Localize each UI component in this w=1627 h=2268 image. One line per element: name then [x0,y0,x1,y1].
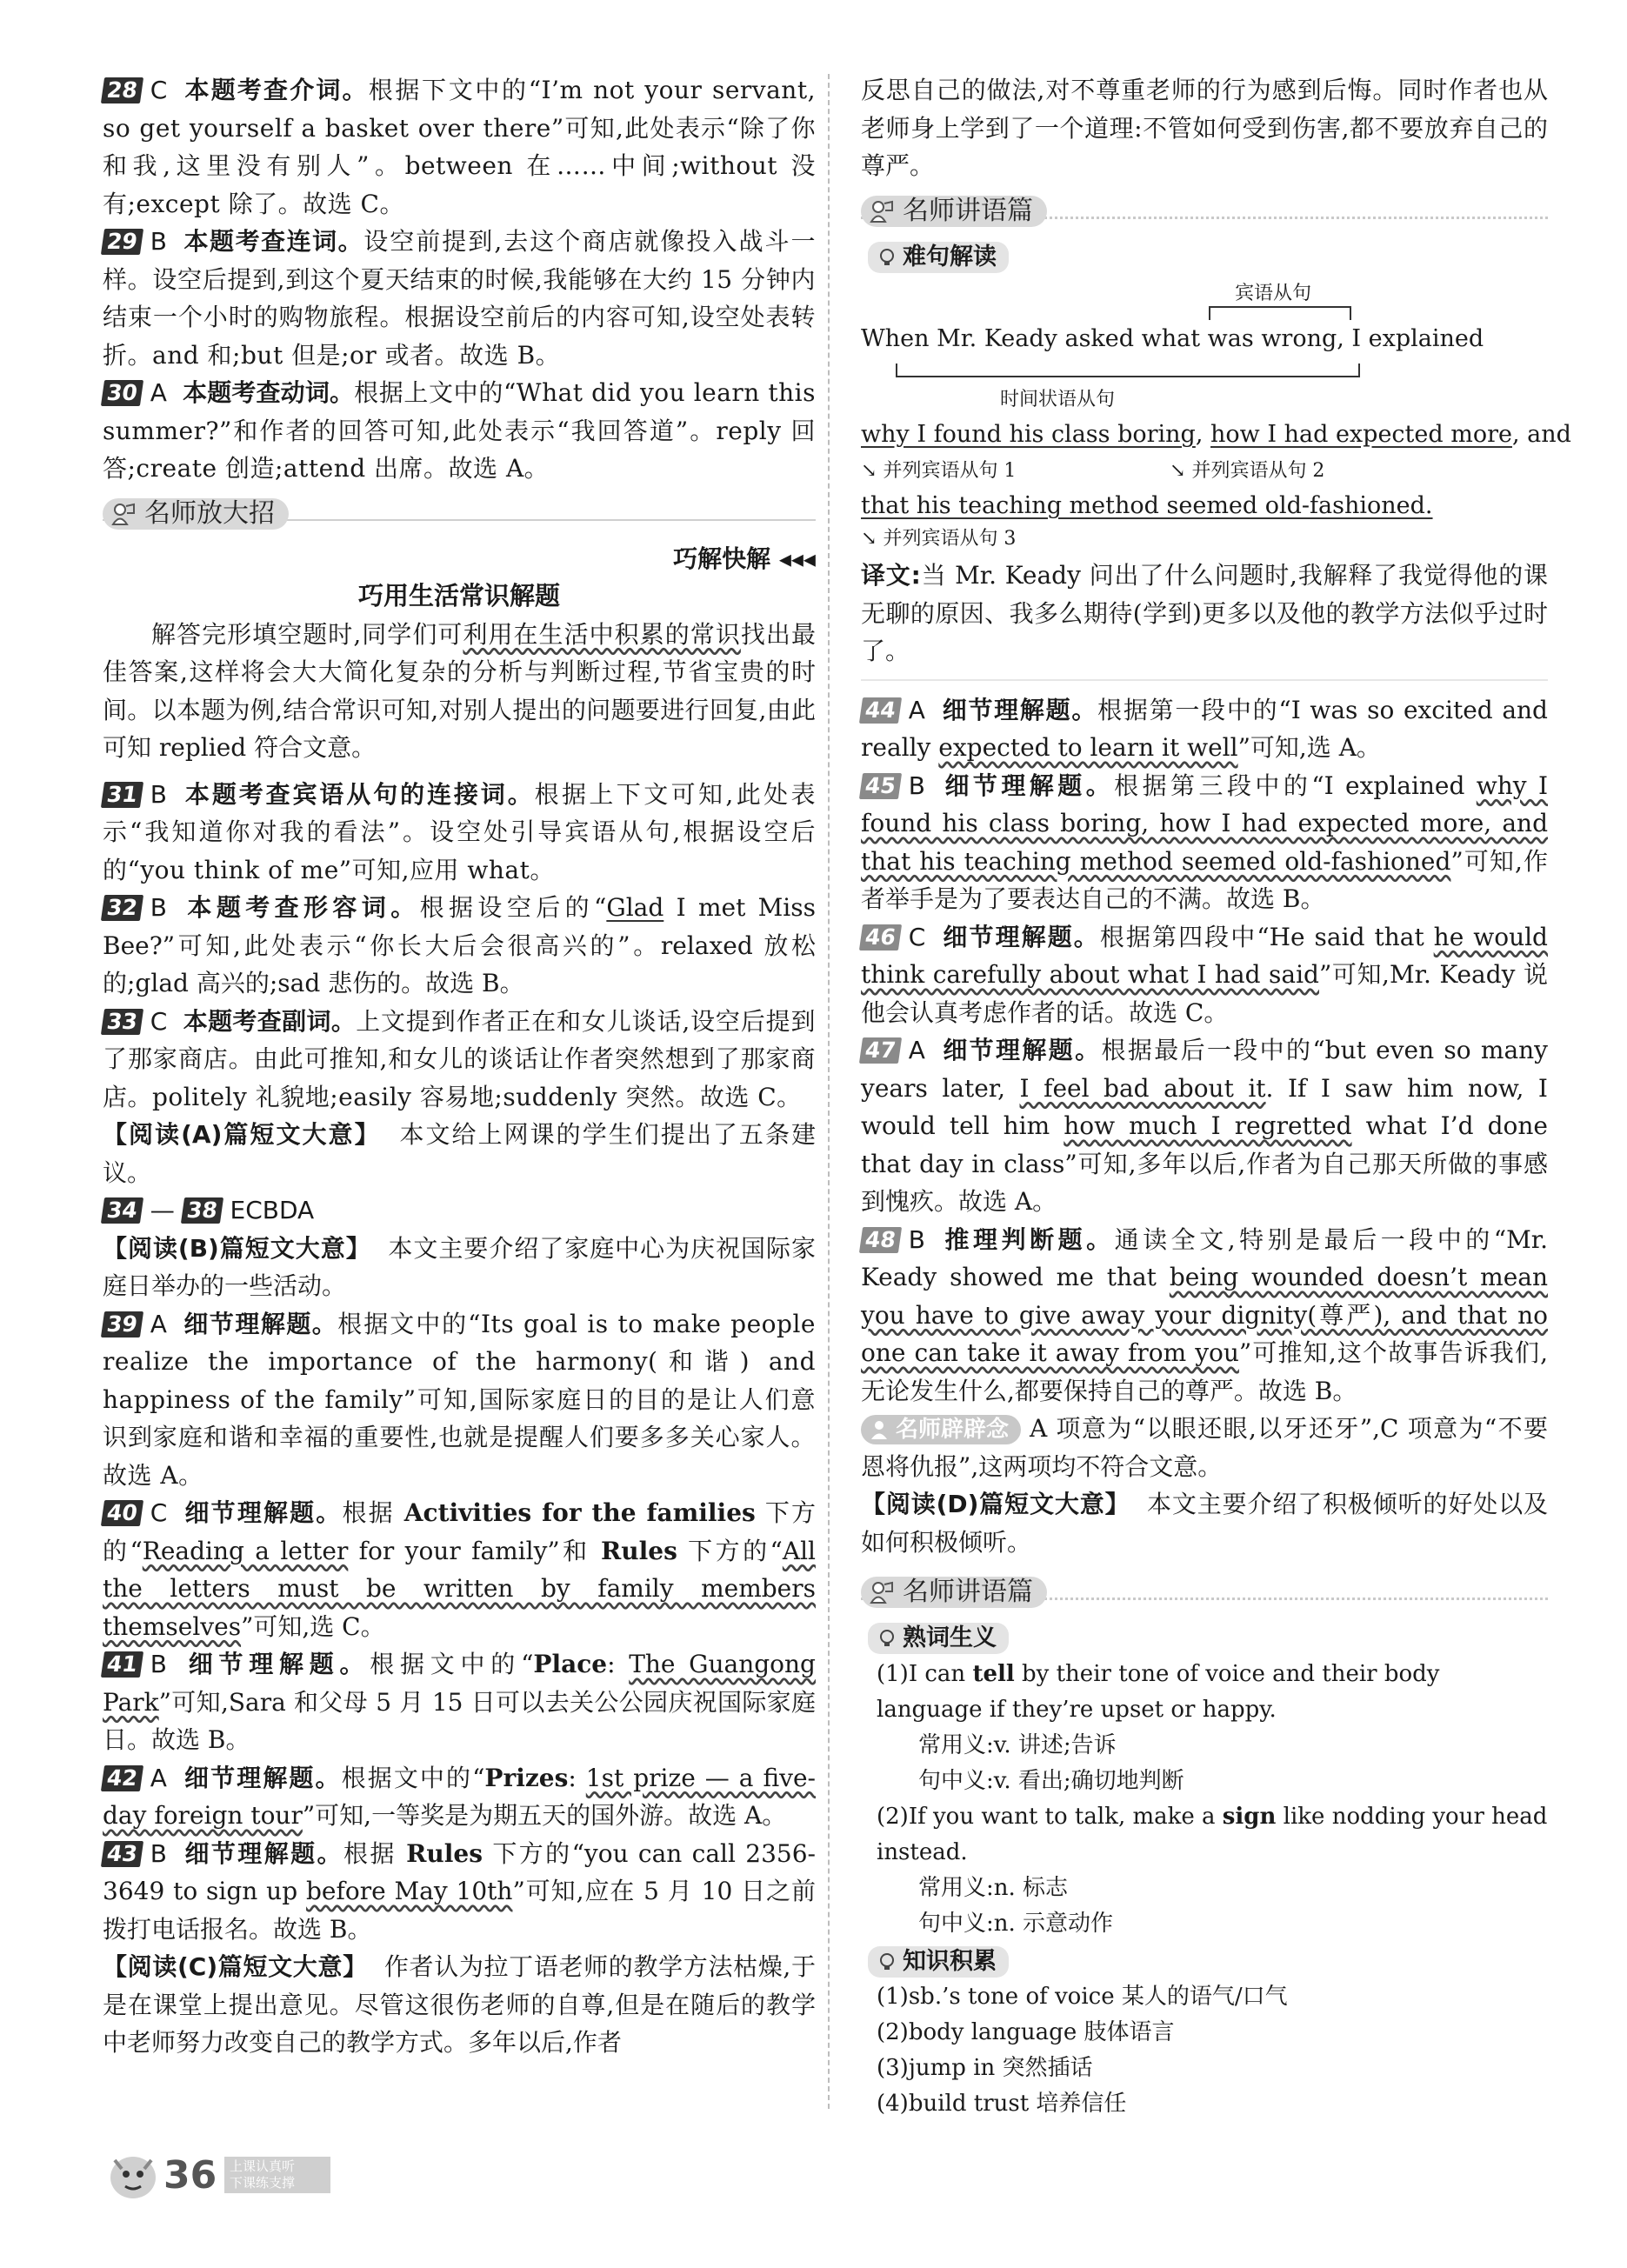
vocab-word: tell [972,1660,1015,1687]
answer-letter: A [150,1763,167,1792]
question-number: 31 [101,782,143,808]
answer-letter: A [908,1036,925,1064]
explanation-underline: I feel bad about it [1019,1073,1266,1103]
question-number: 40 [101,1500,143,1526]
tip-text-highlight: 利用在生活中积累的常识 [463,619,741,649]
tip-text-part: 解答完形填空题时,同学们可 [151,619,463,649]
diagram-label-bottom: 时间状语从句 [1000,389,1116,410]
banner-discourse-2 [861,1573,1548,1613]
explanation: 上文提到作者正在和女儿谈话,设空后提到了那家商店。由此可推知,和女儿的谈话让作者突然想到了那家商店。politely 礼貌地;easily 容易地;suddenly 突然。故选 C。 [103,1006,816,1111]
question-number: 39 [101,1311,143,1337]
summary-text: 作者认为拉丁语老师的教学方法枯燥,于是在课堂上提出意见。尽管这很伤老师的自尊,但是在随后的教学中老师努力改变自己的教学方式。多年以后,作者 [103,1952,816,2057]
diagram-line-2: why I found his class boring, how I had expected more, and [861,421,1571,448]
summary-text: 本文给上网课的学生们提出了五条建议。 [103,1120,816,1187]
explanation-underline: Reading a letter [142,1536,349,1565]
summary-c [103,1948,816,2062]
explanation-underline: The Guangong Park [103,1650,816,1717]
banner-tips [103,495,816,535]
question-number: 45 [859,773,902,799]
question-28 [103,71,816,223]
vocab-common-2: 常用义:n. 标志 [918,1874,1069,1901]
trap-note [861,1410,1548,1485]
vocab-text: (1)I can [877,1660,973,1687]
question-47 [861,1031,1548,1221]
explanation: 下方的“ [103,1498,816,1565]
question-type: 细节理解题。 [940,695,1098,724]
diagram-sub-label: 并列宾语从句 2 [1191,460,1325,482]
vocab-text: like nodding your head instead. [877,1803,1548,1865]
summary-b [103,1230,816,1305]
left-column [103,71,816,2062]
explanation: 根据第三段中的“I explained [1114,770,1477,800]
explanation-underline: Glad [606,893,664,922]
explanation: ”可知,选 C。 [241,1611,385,1641]
answer-letters: ECBDA [230,1196,315,1224]
diagram-bracket-top [1209,306,1351,320]
vocab-text: by their tone of voice and their body language if they’re upset or happy. [877,1660,1440,1723]
question-type: 本题考查动词。 [182,378,355,407]
trap-text: A 项意为“以眼还眼,以牙还牙”,C 项意为“不要恩将仇报”,这两项均不符合文意。 [861,1414,1548,1481]
question-32 [103,889,816,1003]
summary-d [861,1485,1548,1561]
question-number: 48 [859,1227,902,1253]
explanation: ”可知,Mr. Keady 说他会认真考虑作者的话。故选 C。 [861,960,1548,1027]
explanation-bold: Place [533,1650,608,1678]
trap-tag [861,1415,1021,1444]
question-number: 43 [101,1841,143,1867]
question-type: 细节理解题。 [182,1309,338,1338]
answer-letter: A [150,378,167,407]
explanation-underline: he would think carefully about what I had said [861,922,1548,989]
question-44 [861,691,1548,767]
diagram-sub-2: ↘ 并列宾语从句 2 [1170,460,1325,482]
trap-tag-label: 名师辟辟念 [896,1417,1010,1443]
question-40 [103,1494,816,1645]
summary-label: 【阅读(A)篇短文大意】 [103,1120,381,1149]
diagram-clause-2: how I had expected more [1210,421,1512,448]
knowledge-item: (1)sb.’s tone of voice 某人的语气/口气 [877,1984,1288,2010]
vocab-item-2 [877,1799,1548,1871]
explanation: 根据设空后的“ [419,893,607,922]
summary-text: 本文主要介绍了积极倾听的好处以及如何积极倾听。 [861,1490,1548,1557]
banner-tag [861,1577,1047,1608]
explanation: I met Miss Bee?”可知,此处表示“你长大后会很高兴的”。relaxed 放松的;glad 高兴的;sad 悲伤的。故选 B。 [103,893,816,997]
vocab-item-1 [877,1657,1548,1728]
tip-title: 巧用生活常识解题 [357,581,560,610]
question-type: 细节理解题。 [182,1763,342,1792]
explanation: 下方的“you can call 2356-3649 to sign up [103,1838,816,1905]
question-type: 细节理解题。 [941,922,1100,951]
tip-text-part: 找出最佳答案,这样将会大大简化复杂的分析与判断过程,节省宝贵的时间。以本题为例,结合常识可知,对别人提出的问题要进行回复,由此可知 replied 符合文意。 [103,619,816,762]
section-pill [868,1946,1009,1978]
question-46 [861,918,1548,1032]
question-type: 细节理解题。 [183,1838,343,1868]
explanation: for your family”和 [348,1536,601,1565]
explanation: 根据第一段中的“I was so excited and really [861,695,1548,762]
section-pill [868,242,1009,273]
question-type: 本题考查介词。 [183,76,369,104]
explanation-bold: Prizes [484,1763,569,1792]
explanation: 根据最后一段中的“but even so many years later, [861,1036,1548,1103]
vocab-context-1: 句中义:v. 看出;确切地判断 [918,1767,1184,1794]
summary-c-continued: 反思自己的做法,对不尊重老师的行为感到后悔。同时作者也从老师身上学到了一个道理:不管如何受到伤害,都不要放弃自己的尊严。 [861,76,1548,180]
answer-letter: B [908,1224,926,1254]
question-number: 44 [859,697,902,724]
explanation: 根据上文中的“What did you learn this summer?”和作者的回答可知,此处表示“我回答道”。reply 回答;create 创造;attend 出席。故选 A。 [103,378,816,483]
explanation: 设空前提到,去这个商店就像投入战斗一样。设空后提到,到这个夏天结束的时候,我能够在大约 15 分钟内结束一个小时的购物旅程。根据设空前后的内容可知,设空处表转折。and 和;but 但是;or 或者。故选 B。 [103,227,816,370]
question-number: 46 [859,924,902,951]
diagram-bracket-bottom [896,364,1360,377]
page-number: 36 [163,2153,217,2198]
answer-letter: B [150,227,168,256]
knowledge-item: (2)body language 肢体语言 [877,2019,1175,2045]
question-type: 推理判断题。 [941,1224,1115,1254]
question-39 [103,1305,816,1495]
teacher-icon [870,1581,894,1604]
bulb-icon [877,1628,897,1649]
question-number: 30 [101,380,143,406]
vocab-context-2: 句中义:n. 示意动作 [918,1910,1114,1937]
question-33 [103,1003,816,1117]
teacher-icon [870,1419,889,1440]
pill-label: 知识积累 [903,1947,997,1975]
explanation-bold: Rules [406,1838,483,1868]
explanation-underline: All the letters must be written by family members themselves [103,1536,816,1641]
questions-34-38 [103,1191,816,1230]
question-number: 34 [101,1197,143,1224]
footer-slogan [224,2157,330,2193]
right-column [861,71,1571,2122]
translation-text: 当 Mr. Keady 问出了什么问题时,我解释了我觉得他的课无聊的原因、我多么期待(学到)更多以及他的教学方法似乎过时了。 [861,561,1548,665]
question-43 [103,1835,816,1949]
diagram-sentence: When Mr. Keady asked what was wrong, I explained [861,325,1484,352]
diagram-and: and [1527,421,1571,448]
question-number: 47 [859,1037,902,1064]
vocab-list [861,1657,1548,1942]
explanation: ”可知,作者举手是为了要表达自己的不满。故选 B。 [861,846,1548,913]
explanation: what I’d done that day in class”可知,多年以后,作者为自己那天所做的事感到愧疚。故选 A。 [861,1111,1548,1216]
explanation-underline: before May 10th [305,1877,513,1905]
question-number: 33 [101,1009,143,1035]
explanation: ”可知,Sara 和父母 5 月 15 日可以去关公公园庆祝国际家庭日。故选 B。 [103,1687,816,1754]
explanation-underline: why I found his class boring, how I had expected more, and that his teaching method seemed old-fashioned [861,770,1549,876]
answer-letter: B [150,779,168,809]
answer-letter: C [150,76,168,104]
page-footer [103,2138,329,2207]
question-31 [103,776,816,890]
answer-letter: A [908,695,925,724]
tip-text [103,616,816,767]
question-type: 细节理解题。 [941,770,1115,800]
bulb-icon [877,247,897,268]
summary-a [103,1116,816,1191]
explanation: 根据 [342,1498,404,1527]
answer-letter: A [150,1309,167,1338]
question-number: 41 [101,1651,143,1678]
knowledge-item: (3)jump in 突然插话 [877,2055,1093,2081]
answer-letter: C [908,922,926,951]
banner-title: 名师讲语篇 [903,195,1033,226]
sentence-diagram [861,275,1571,550]
answer-letter: C [150,1006,168,1036]
explanation: 根据下文中的“I’m not your servant, so get yourself a basket over there”可知,此处表示“除了你和我,这里没有别人”。between 在……中间;without 没有;except 除了。故选 C。 [103,76,816,218]
diagram-sub-label: 并列宾语从句 1 [883,460,1017,482]
question-41 [103,1645,816,1759]
bulb-icon [877,1951,897,1972]
explanation: : [607,1650,630,1678]
explanation-underline: how much I regretted [1064,1111,1352,1140]
question-30 [103,374,816,488]
explanation: 根据文中的“ [370,1650,534,1678]
banner-discourse [861,192,1548,232]
question-number: 32 [101,895,143,921]
question-number: 28 [101,77,143,103]
question-type: 细节理解题。 [940,1036,1102,1064]
explanation: 根据 [343,1838,407,1868]
translation-label: 译文: [861,561,921,590]
diagram-sub-label: 并列宾语从句 3 [883,528,1017,550]
explanation: 根据第四段中“He said that [1099,922,1434,951]
explanation: . If I saw him now, I would tell him [861,1073,1548,1140]
question-type: 细节理解题。 [183,1650,370,1678]
knowledge-item: (4)build trust 培养信任 [877,2091,1127,2117]
section-pill [868,1623,1009,1654]
explanation: ”可知,选 A。 [1237,733,1381,762]
explanation-underline: 1st prize — a five-day foreign tour [103,1763,816,1830]
banner-tag [103,498,289,530]
summary-label: 【阅读(C)篇短文大意】 [103,1952,368,1981]
question-45 [861,767,1548,918]
diagram-sub-1: ↘ 并列宾语从句 1 [861,460,1017,482]
explanation: 通读全文,特别是最后一段中的“Mr. Keady showed me that [861,1224,1548,1291]
tip-tag: 巧解快解 ◂◂◂ [673,544,816,573]
answer-letter: B [150,1650,168,1678]
question-number: 29 [101,229,143,255]
explanation: ”可知,一等奖是为期五天的国外游。故选 A。 [302,1801,787,1830]
explanation-bold: Activities for the families [403,1498,756,1527]
banner-title: 名师讲语篇 [903,1577,1033,1607]
question-number: 38 [181,1197,223,1224]
slogan-line-1: 上课认真听 [230,2158,296,2174]
explanation-bold: Rules [600,1536,677,1565]
explanation: ”可知,应在 5 月 10 日之前拨打电话报名。故选 B。 [103,1877,816,1944]
mascot-icon [103,2143,163,2204]
explanation-underline: being wounded doesn’t mean you have to give away your dignity(尊严), and that no one can take it away from you [861,1263,1548,1367]
slogan-line-2: 下课练支撑 [230,2175,296,2191]
diagram-sub-3: ↘ 并列宾语从句 3 [861,528,1017,550]
banner-title: 名师放大招 [144,497,275,529]
explanation: 下方的“ [677,1536,783,1565]
diagram-line-3: that his teaching method seemed old-fashioned. [861,492,1433,519]
summary-label: 【阅读(D)篇短文大意】 [861,1490,1130,1518]
pill-label: 难句解读 [903,243,997,270]
vocab-word: sign [1222,1803,1277,1830]
explanation: : [568,1763,586,1792]
answer-letter: B [150,893,168,922]
answer-letter: C [150,1498,168,1527]
question-type: 本题考查宾语从句的连接词。 [183,779,535,809]
question-type: 本题考查形容词。 [183,893,420,922]
answer-letter: B [150,1838,168,1868]
teacher-icon [111,503,136,525]
banner-tag [861,196,1047,227]
question-29 [103,223,816,374]
vocab-common-1: 常用义:v. 讲述;告诉 [918,1731,1117,1758]
vocab-text: (2)If you want to talk, make a [877,1803,1223,1830]
knowledge-list [861,1979,1548,2122]
question-type: 本题考查连词。 [183,227,364,256]
question-type: 细节理解题。 [183,1498,343,1527]
question-42 [103,1759,816,1835]
explanation-underline: expected to learn it well [938,733,1238,762]
diagram-clause-1: why I found his class boring [861,421,1196,448]
column-divider [828,74,830,2109]
explanation: ”可推知,这个故事告诉我们,无论发生什么,都要保持自己的尊严。故选 B。 [861,1338,1548,1405]
answer-letter: B [908,770,926,800]
range-dash: — [150,1196,175,1224]
question-number: 42 [101,1765,143,1791]
summary-text: 本文主要介绍了家庭中心为庆祝国际家庭日举办的一些活动。 [103,1233,816,1300]
pill-label: 熟词生义 [903,1624,997,1651]
question-48 [861,1221,1548,1411]
translation [861,557,1548,670]
teacher-icon [870,200,894,223]
question-type: 本题考查副词。 [183,1006,357,1036]
diagram-label-top: 宾语从句 [1235,283,1312,304]
explanation: 根据文中的“ [341,1763,485,1792]
explanation: 根据文中的“Its goal is to make people realize the importance of the harmony(和谐) and happiness of the family”可知,国际家庭日的目的是让人们意识到家庭和谐和幸福的重要性,也就是提醒人们要多多关心家人。故选 A。 [103,1309,816,1490]
summary-label: 【阅读(B)篇短文大意】 [103,1233,371,1263]
explanation: 根据上下文可知,此处表示“我知道你对我的看法”。设空处引导宾语从句,根据设空后的“you think of me”可知,应用 what。 [103,779,816,884]
